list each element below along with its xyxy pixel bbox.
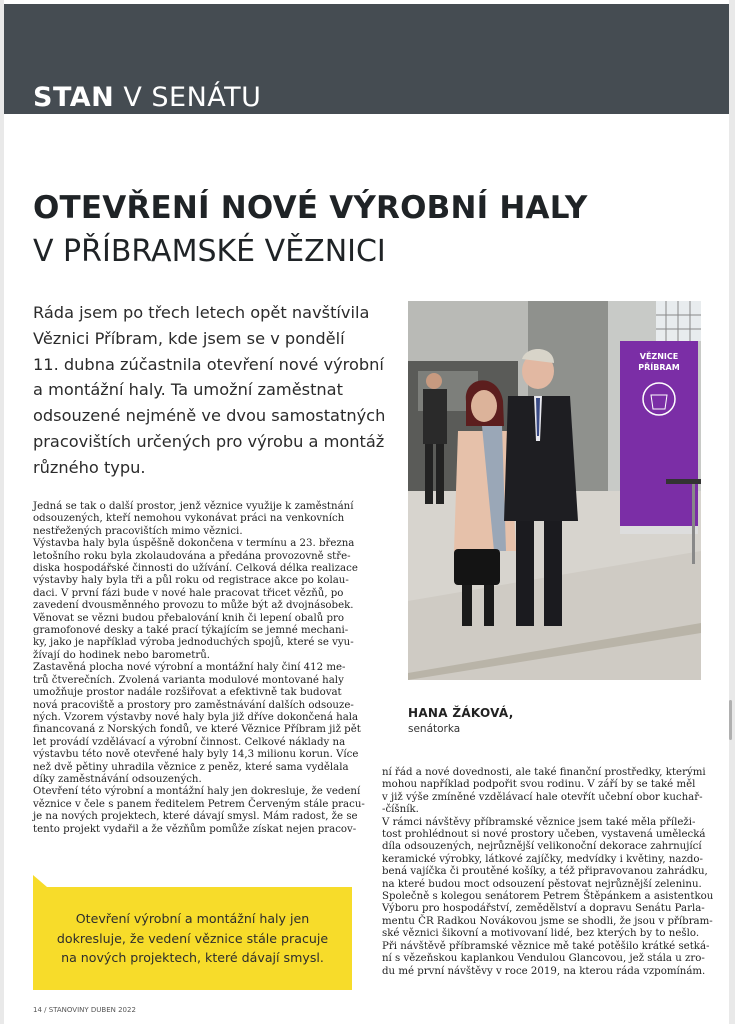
body-line: zavedení dvousměnného provozu to může být až dvojnásobek. xyxy=(33,600,354,612)
body-line: tost prohlédnout si nové prostory učeben, vystavená umělecká xyxy=(382,829,706,841)
body-line: Otevření této výrobní a montážní haly jen dokresluje, že vedení xyxy=(33,786,361,798)
body-line: du mé první návštěvy v roce 2019, na kterou ráda vzpomínám. xyxy=(382,965,706,977)
body-line: díla odsouzených, nejrůznější velikonoční dekorace zahrnující xyxy=(382,841,702,853)
section-header xyxy=(4,4,729,114)
pull-quote-box xyxy=(33,887,352,990)
body-line: než dvě pětiny uhradila věznice z peněz, které sama vydělala xyxy=(33,761,349,773)
pull-quote-text xyxy=(33,909,352,968)
photo-illustration xyxy=(408,301,701,680)
caption-role: senátorka xyxy=(408,723,461,735)
scrollbar[interactable] xyxy=(729,700,732,740)
body-line: je na nových projektech, které dávají smysl. Mám radost, že se xyxy=(33,811,358,823)
lead-line: různého typu. xyxy=(33,457,146,477)
body-line: trů čtverečních. Zvolená varianta modulové montované haly xyxy=(33,674,344,686)
body-text-left xyxy=(33,501,363,836)
caption-name: HANA ŽÁKOVÁ, xyxy=(408,706,514,720)
body-line: ní řád a nové dovednosti, ale také finanční prostředky, kterými xyxy=(382,767,706,778)
body-line: Při návštěvě příbramské věznice mě také potěšilo krátké setká- xyxy=(382,940,710,952)
body-line: nestřežených pracovištích mimo věznici. xyxy=(33,525,243,537)
body-line: Společně s kolegou senátorem Petrem Štěpánkem a asistentkou xyxy=(382,891,714,903)
body-line: Výstavba haly byla úspěšně dokončena v termínu a 23. března xyxy=(33,538,355,550)
body-line: ní s vězeňskou kaplankou Vendulou Glancovou, jež stála u zro- xyxy=(382,953,705,965)
article-photo xyxy=(408,301,701,680)
body-line: Výboru pro hospodářství, zemědělství a dopravu Senátu Parla- xyxy=(382,903,705,915)
lead-line: a montážní haly. Ta umožní zaměstnat xyxy=(33,380,343,400)
body-line: Zastavěná plocha nové výrobní a montážní haly činí 412 me- xyxy=(33,662,346,674)
body-line: v již výše zmíněné vzdělávací hale otevřít učební obor kuchař- xyxy=(382,791,703,803)
lead-line: Ráda jsem po třech letech opět navštívila xyxy=(33,303,370,322)
body-line: V rámci návštěvy příbramské věznice jsem také měla příleži- xyxy=(382,816,696,828)
body-line: keramické výrobky, látkové zajíčky, medvídky i květiny, nazdo- xyxy=(382,853,703,865)
lead-line: Věznici Příbram, kde jsem se v pondělí xyxy=(33,328,345,348)
body-line: diska hospodářské činnosti do užívání. Celková délka realizace xyxy=(33,563,358,575)
body-line: ské věznici šikovní a motivovaní lidé, bez kterých by to nešlo. xyxy=(382,928,700,940)
body-line: ky, jako je například výroba jednoduchých spojů, které se vyu- xyxy=(33,637,354,649)
body-line: díky zaměstnávání odsouzených. xyxy=(33,773,202,785)
body-line: tento projekt vydařil a že vězňům pomůže získat nejen pracov- xyxy=(33,823,357,835)
body-line: ných. Vzorem výstavby nové haly byla již dříve dokončená hala xyxy=(33,711,359,723)
quote-line: Otevření výrobní a montážní haly jen xyxy=(75,911,310,926)
body-line: gramofonové desky a také prací týkajícím se jemné mechani- xyxy=(33,625,349,637)
magazine-page xyxy=(4,0,729,1024)
quote-line: dokresluje, že vedení věznice stále pracuje xyxy=(56,930,329,946)
lead-line: pracovištích určených pro výrobu a montáž xyxy=(33,431,385,451)
banner-line2: PŘÍBRAM xyxy=(638,363,680,372)
body-line: letošního roku byla zkolaudována a předána provozovně stře- xyxy=(33,550,351,562)
body-line: -číšník. xyxy=(382,804,419,816)
body-line: odsouzených, kteří nemohou vykonávat práci na venkovních xyxy=(33,513,345,525)
body-line: bená vajíčka či proutěné košíky, a též připravovanou zahrádku, xyxy=(382,866,708,878)
body-line: mentu ČR Radkou Novákovou jsme se shodli, že jsou v příbram- xyxy=(382,915,713,927)
body-line: výstavby haly byla tři a půl roku od registrace akce po kolau- xyxy=(33,575,349,587)
lead-line: 11. dubna zúčastnila otevření nové výrobní xyxy=(33,354,384,374)
body-line: Jedná se tak o další prostor, jenž věznice využije k zaměstnání xyxy=(33,501,354,512)
page-footer: 14 / STANOVINY DUBEN 2022 xyxy=(33,1006,136,1014)
body-line: věznice v čele s panem ředitelem Petrem Červeným stále pracu- xyxy=(33,798,365,810)
body-line: daci. V první fázi bude v nové hale pracovat třicet vězňů, po xyxy=(33,587,344,599)
body-line: nová pracoviště a prostory pro zaměstnávání dalších odsouze- xyxy=(33,699,354,711)
body-line: financovaná z Norských fondů, ve které Věznice Příbram již pět xyxy=(33,724,361,736)
body-line: na které budou moct odsouzení pěstovat nejrůznější zeleninu. xyxy=(382,878,702,890)
body-line: žívají do hodinek nebo barometrů. xyxy=(33,649,211,661)
article-title-line2: V PŘÍBRAMSKÉ VĚZNICI xyxy=(33,234,386,269)
section-label-light: V SENÁTU xyxy=(114,82,262,113)
body-line: umožňuje prostor nadále rozšiřovat a efektivně tak budovat xyxy=(33,687,342,699)
body-text-right xyxy=(382,767,712,978)
section-label-bold: STAN xyxy=(33,82,115,113)
quote-line: na nových projektech, které dávají smysl. xyxy=(61,950,324,965)
lead-line: odsouzené nejméně ve dvou samostatných xyxy=(33,406,386,426)
banner-line1: VĚZNICE xyxy=(639,352,679,361)
body-line: let provádí vzdělávací a výrobní činnost. Celkové náklady na xyxy=(33,736,346,748)
article-lead xyxy=(33,300,386,481)
article-title-line1: OTEVŘENÍ NOVÉ VÝROBNÍ HALY xyxy=(33,190,588,226)
body-line: mohou například podpořit svou rodinu. V září by se také měl xyxy=(382,779,696,791)
section-label xyxy=(33,82,261,113)
body-line: výstavbu této nově otevřené haly byly 14,3 milionu korun. Více xyxy=(33,749,359,761)
body-line: Věnovat se vězni budou přebalování knih či lepení obalů pro xyxy=(33,612,345,624)
